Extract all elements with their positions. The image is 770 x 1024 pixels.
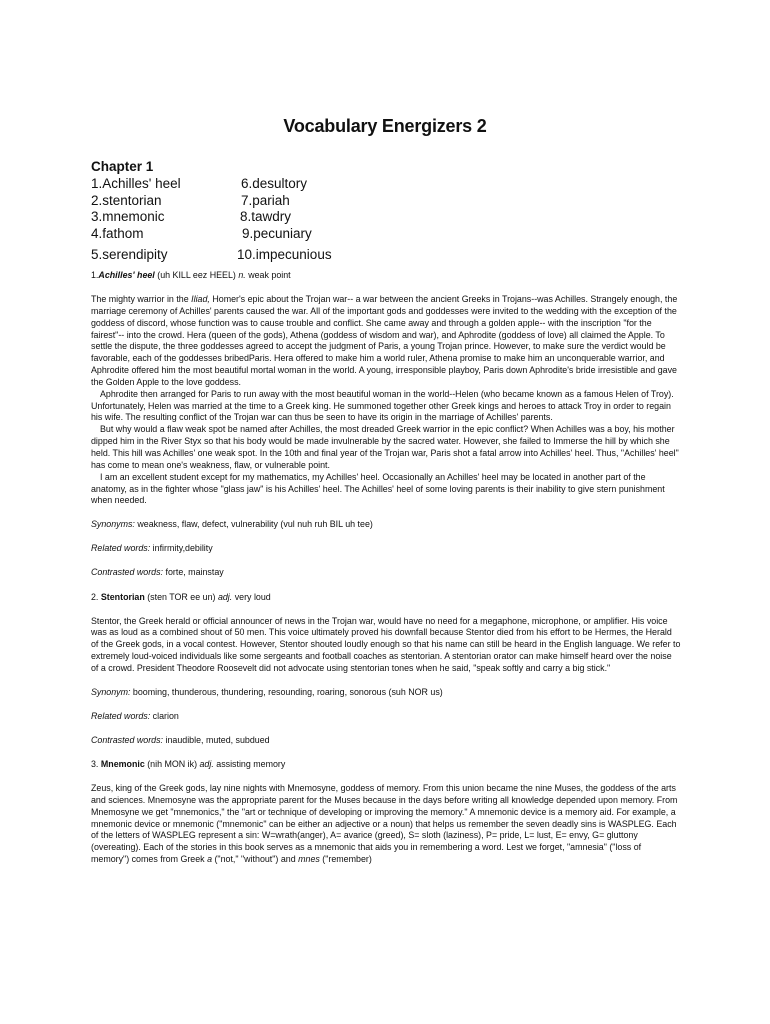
word-list-item: 6.desultory xyxy=(241,176,308,191)
word-list-item: 2.stentorian xyxy=(91,192,162,208)
word-list-item: 7.pariah xyxy=(241,192,290,208)
word-list-item: 9.pecuniary xyxy=(242,225,312,241)
word-list-item: 1.Achilles' heel xyxy=(91,176,181,191)
page-title: Vocabulary Energizers 2 xyxy=(283,116,487,136)
word-list-item: 8.tawdry xyxy=(240,209,292,224)
chapter-heading: Chapter 1 xyxy=(91,159,154,174)
word-list-item: 5.serendipity xyxy=(91,247,168,262)
related-words-line: Related words: clarion xyxy=(91,710,179,721)
paragraph: But why would a flaw weak spot be named after Achilles, the most dreaded Greek warrior in the epic conflict? When Achilles was a boy, his mother dipped him in the River Styx so that his body would be made invulnerable by the sacred water. However, she failed to Immerse the hill by which she held. This hill was Achilles' one weak spot. In the 10th and final year of the Trojan war, Paris shot a fatal arrow into Achilles' heel. Thus, "Achilles' heel" has come to mean one's weakness, flaw, or vulnerable point. xyxy=(91,424,679,470)
vocabulary-word-list xyxy=(91,176,391,264)
contrasted-words-line: Contrasted words: forte, mainstay xyxy=(91,567,224,578)
word-list-item: 10.impecunious xyxy=(237,247,332,262)
synonyms-line: Synonym: booming, thunderous, thundering, resounding, roaring, sonorous (suh NOR us) xyxy=(91,686,443,697)
entry-heading: 2. Stentorian (sten TOR ee un) adj. very loud xyxy=(91,591,271,602)
word-list-item: 3.mnemonic xyxy=(91,209,165,224)
word-list-item: 4.fathom xyxy=(91,225,144,241)
paragraph: Stentor, the Greek herald or official announcer of news in the Trojan war, would have no need for a megaphone, microphone, or amplifier. His voice was as loud as a combined shout of 50 men. This voice ultimately proved his downfall because Stentor died from his effort to be Hermes, the Herald of the Greek gods, in a vocal contest. However, Stentor shouted loudly enough so that his name can still be heard in the English language. We refer to extremely loud-voiced individuals like some sergeants and football coaches as stentorian. A stentorian orator can make himself heard over the noise of a crowd. President Theodore Roosevelt did not advocate using stentorian tones when he said, "speak softly and carry a big stick." xyxy=(91,615,681,673)
related-words-line: Related words: infirmity,debility xyxy=(91,543,213,554)
paragraph: Zeus, king of the Greek gods, lay nine nights with Mnemosyne, goddess of memory. From this union became the nine Muses, the goddess of the arts and sciences. Mnemosyne was the appropriate parent for the Muses because in the days before writing all knowledge depended upon memory. From Mnemosyne we get "mnemonics," the "art or technique of developing or improving the memory." A mnemonic device is a memory aid. For example, a mnemonic device or mnemonic ("mnemonic" can be either an adjective or a noun) that helps us remember the seven deadly sins is WASPLEG. Each of the letters of WASPLEG represent a sin: W=wrath(anger), A= avarice (greed), S= sloth (laziness), P= pride, L= lust, E= envy, G= gluttony (overeating). Each of the stories in this book serves as a mnemonic that aids you in remembering a word. Lest we forget, "amnesia" ("loss of memory") comes from Greek a ("not," "without") and mnes ("remember) xyxy=(91,783,678,865)
paragraph: Aphrodite then arranged for Paris to run away with the most beautiful woman in the world--Helen (who became known as a famous Helen of Troy). Unfortunately, Helen was married at the time to a Greek king. He summoned together other Greek kings and heroes to attack Troy in order to regain his wife. The resulting conflict of the Trojan war can thus be seen to have its origin in the marriage of Achilles' parents. xyxy=(91,388,674,423)
entry-heading: 3. Mnemonic (nih MON ik) adj. assisting memory xyxy=(91,759,286,770)
paragraph: The mighty warrior in the Iliad, Homer's epic about the Trojan war-- a war between the ancient Greeks in Trojans--was Achilles. Strangely enough, the marriage ceremony of Achilles' parents caused the war. All of the important gods and goddesses were invited to the wedding with the exception of the goddess of discord, whose function was to cause trouble and conflict. She came away and through a golden apple-- with the inscription "for the fairest"-- into the crowd. Hera (queen of the gods), Athena (goddess of wisdom and war), and Aphrodite (goddess of love) all claimed the Apple. To settle the dispute, the three goddesses agreed to accept the judgment of Paris, a young Trojan prince. However, to make sure the verdict would be favorable, each of the goddesses bribedParis. Hera offered to make him a world ruler, Athena promise to make him an unconquerable warrior, and Aphrodite offered him the most beautiful mortal woman in the world. A young, irresponsible playboy, Paris down Aphrodite's bride irresistible and gave the Golden Apple to the love goddess. xyxy=(91,294,678,387)
synonyms-line: Synonyms: weakness, flaw, defect, vulnerability (vul nuh ruh BIL uh tee) xyxy=(91,519,373,530)
entry-heading: 1.Achilles' heel (uh KILL eez HEEL) n. weak point xyxy=(91,270,291,280)
paragraph: I am an excellent student except for my mathematics, my Achilles' heel. Occasionally an Achilles' heel may be located in another part of the anatomy, as in the fighter whose "glass jaw" is his Achilles' heel. The Achilles' heel of some loving parents is their inability to give stern punishment when needed. xyxy=(91,471,665,506)
document-body xyxy=(91,270,681,866)
contrasted-words-line: Contrasted words: inaudible, muted, subdued xyxy=(91,735,270,745)
